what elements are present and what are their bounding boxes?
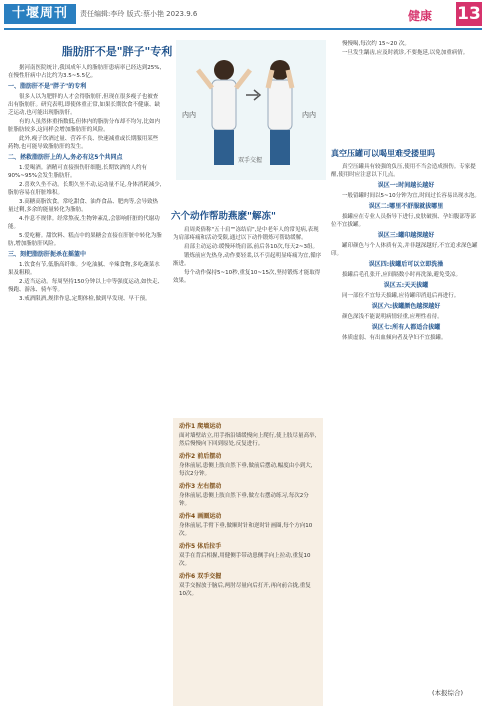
heading: 一、脂肪肝不是"胖子"的专利 [8,83,87,90]
page-number: 13 [457,4,481,24]
legs-shape [270,130,290,165]
paragraph: 拔罐应在专业人员指导下进行,皮肤破损、孕妇腹部等部位不宜拔罐。 [331,214,476,228]
paragraph: 2.适当运动。每周坚持150分钟以上中等强度运动,如快走、慢跑、游泳、骑车等。 [8,279,163,293]
exercise-name: 动作4 画圈运动 [179,513,222,520]
subheading: 误区七:所有人都适合拔罐 [371,324,441,331]
head-icon [214,60,234,80]
paragraph: 1.饮食有节,低脂高纤维。少吃油腻、辛辣食物,多吃蔬菜水果及粗粮。 [8,262,160,276]
figure-caption: 双手交握 [238,157,263,164]
exercise-text: 身体前屈,患侧上肢自然下垂,做左右摆动练习,每次2分钟。 [179,493,309,507]
paragraph: 此外,瘦子饮酒过量、营养不良、快速减重或长期服用某些药物,也可能导致脂肪肝的发生。 [8,136,159,150]
exercise-list [173,418,323,706]
heading: 三、刻把脂肪肝扼杀在摇篮中 [8,251,87,258]
paragraph: 3.高糖高脂饮食。常吃甜食、油炸食品、肥肉等,会导致热量过剩,多余的能量转化为脂肪。 [8,199,158,213]
article3-intro [331,40,481,145]
figure-label: 内内 [302,111,316,119]
paragraph: 3.戒酒限酒,规律作息,定期体检,做到早发现、早干预。 [19,296,151,302]
paragraph: 2.喜欢久坐不动。长期久坐不动,运动量不足,身体消耗减少,脂肪容易在肝脏堆积。 [8,182,162,196]
exercise-name: 动作1 爬墙运动 [179,423,222,430]
exercise-item [173,481,323,508]
article2-title: 六个动作帮助燕麽"解冻" [171,211,276,222]
editors-line: 责任编辑:李玲 版式:蔡小艳 2023.9.6 [80,10,198,18]
header-divider [4,28,482,30]
body-shape [212,80,236,130]
subheading: 误区四:拔罐后可以立即洗澡 [368,261,444,268]
paragraph: 1.爱喝酒。酒精可直接损伤肝细胞,长期饮酒的人约有90%~95%会发生脂肪肝。 [8,165,147,179]
exercise-text: 身体前屈,患侧上肢自然下垂,做前后摆动,幅度由小到大,每次2分钟。 [179,463,313,477]
paragraph: 一般留罐时间以5~10分钟为宜,时间过长容易出现水泡。 [342,193,480,199]
legs-shape [214,130,234,165]
article3-body [331,163,481,683]
paragraph: 5.爱吃糖。甜饮料、糕点中的果糖会直接在肝脏中转化为脂肪,增加脂肪肝风险。 [8,233,162,247]
paragraph: 很多人以为肥胖的人才会得脂肪肝,但现在很多瘦子也被查出有脂肪肝。研究表明,即使体重正常,如果长期饮食不健康、缺乏运动,也可能出现脂肪肝。 [8,94,160,116]
paragraph: 慢慢喝,每次约 15~20 次。 [342,41,410,47]
source-note: (本报综合) [432,689,464,697]
article3-title: 真空压罐可以喝里难受搂里吗 [331,149,435,158]
exercise-text: 双手交握放于脑后,两肘尽量向后打开,再向前合拢,重复10次。 [179,583,311,597]
subheading: 误区三:罐印越深越好 [377,232,435,239]
subheading: 误区一:时间越长越好 [377,182,435,189]
paragraph: 每个动作保持5~10秒,重复10~15次,坚持锻炼才能取得效果。 [173,270,321,284]
article1-title: 脂肪肝不是"胖子"专利 [61,45,173,58]
paragraph: 同一部位不宜每天拔罐,应待罐印消退后再进行。 [342,293,460,299]
body-shape [268,80,292,130]
exercise-item [173,571,323,598]
masthead: 十堰周刊 [4,4,76,24]
paragraph: 肩周炎俗称"五十肩""冻结肩",是中老年人的常见病,表现为肩部疼痛和活动受限,通过以下动作锻炼可帮助缓解。 [173,227,319,241]
paragraph: 据河南医院统计,我国成年人的脂肪肝患病率已经达到25%,在慢性肝病中占比约为3.5~5.5亿。 [8,65,162,79]
exercise-name: 动作5 体后拉手 [179,543,222,550]
paragraph: 有的人虽然体重指数低,但体内的脂肪分布却不均匀,比如内脏脂肪较多,这同样会增加脂肪肝的风险。 [8,119,160,133]
exercise-name: 动作2 前后摆动 [179,453,222,460]
exercise-text: 面对墙壁站立,用手指沿墙缓慢向上爬行,使上肢尽量高举,然后慢慢向下回到原处,反复进行。 [179,433,317,447]
exercise-text: 身体前屈,手臂下垂,做顺时针和逆时针画圈,每个方向10次。 [179,523,313,537]
paragraph: 体质虚弱、有出血倾向者及孕妇不宜拔罐。 [342,335,447,341]
paragraph: 颜色深浅不能说明病情轻重,应理性看待。 [342,314,443,320]
subheading: 误区二:哪里不舒服就拔哪里 [368,203,444,210]
paragraph: 4.作息不规律。经常熬夜,生物钟紊乱,会影响肝脏的代谢功能。 [8,216,160,230]
exercise-name: 动作3 左右摆动 [179,483,222,490]
subheading: 误区六:拔罐颜色越深越好 [371,303,441,310]
paragraph: 真空压罐具有较强的负压,使用不当会造成损伤。专家提醒,使用时应注意以下几点。 [331,164,476,178]
heading: 二、拯救脂肪肝上的人,务必有这5个共同点 [8,154,123,161]
exercise-text: 双手在背后相握,用健侧手带动患侧手向上拉动,重复10次。 [179,553,311,567]
page-header [0,0,486,30]
exercise-item [173,541,323,568]
paragraph: 拔罐后毛孔张开,应间隔数小时再洗澡,避免受凉。 [342,272,461,278]
figure-label: 内内 [182,111,196,119]
article1-body [8,64,163,694]
subheading: 误区五:天天拔罐 [383,282,429,289]
exercise-item [173,451,323,478]
paragraph: 一旦发生龋齿,应及时就诊,不要拖延,以免加重病情。 [342,50,469,56]
paragraph: 锻炼前应先热身,动作要轻柔,以不引起明显疼痛为宜,循序渐进。 [173,253,322,267]
article2-body [173,226,323,416]
section-name: 健康 [408,9,433,23]
exercise-name: 动作6 双手交握 [179,573,222,580]
paragraph: 罐印颜色与个人体质有关,并非越深越好,不宜追求深色罐印。 [331,243,478,257]
arrow-icon [246,90,260,100]
exercise-item [173,511,323,538]
exercise-item [173,421,323,448]
paragraph: 肩部主动运动:缓慢环绕肩部,前后各10次,每天2~3组。 [184,244,318,250]
